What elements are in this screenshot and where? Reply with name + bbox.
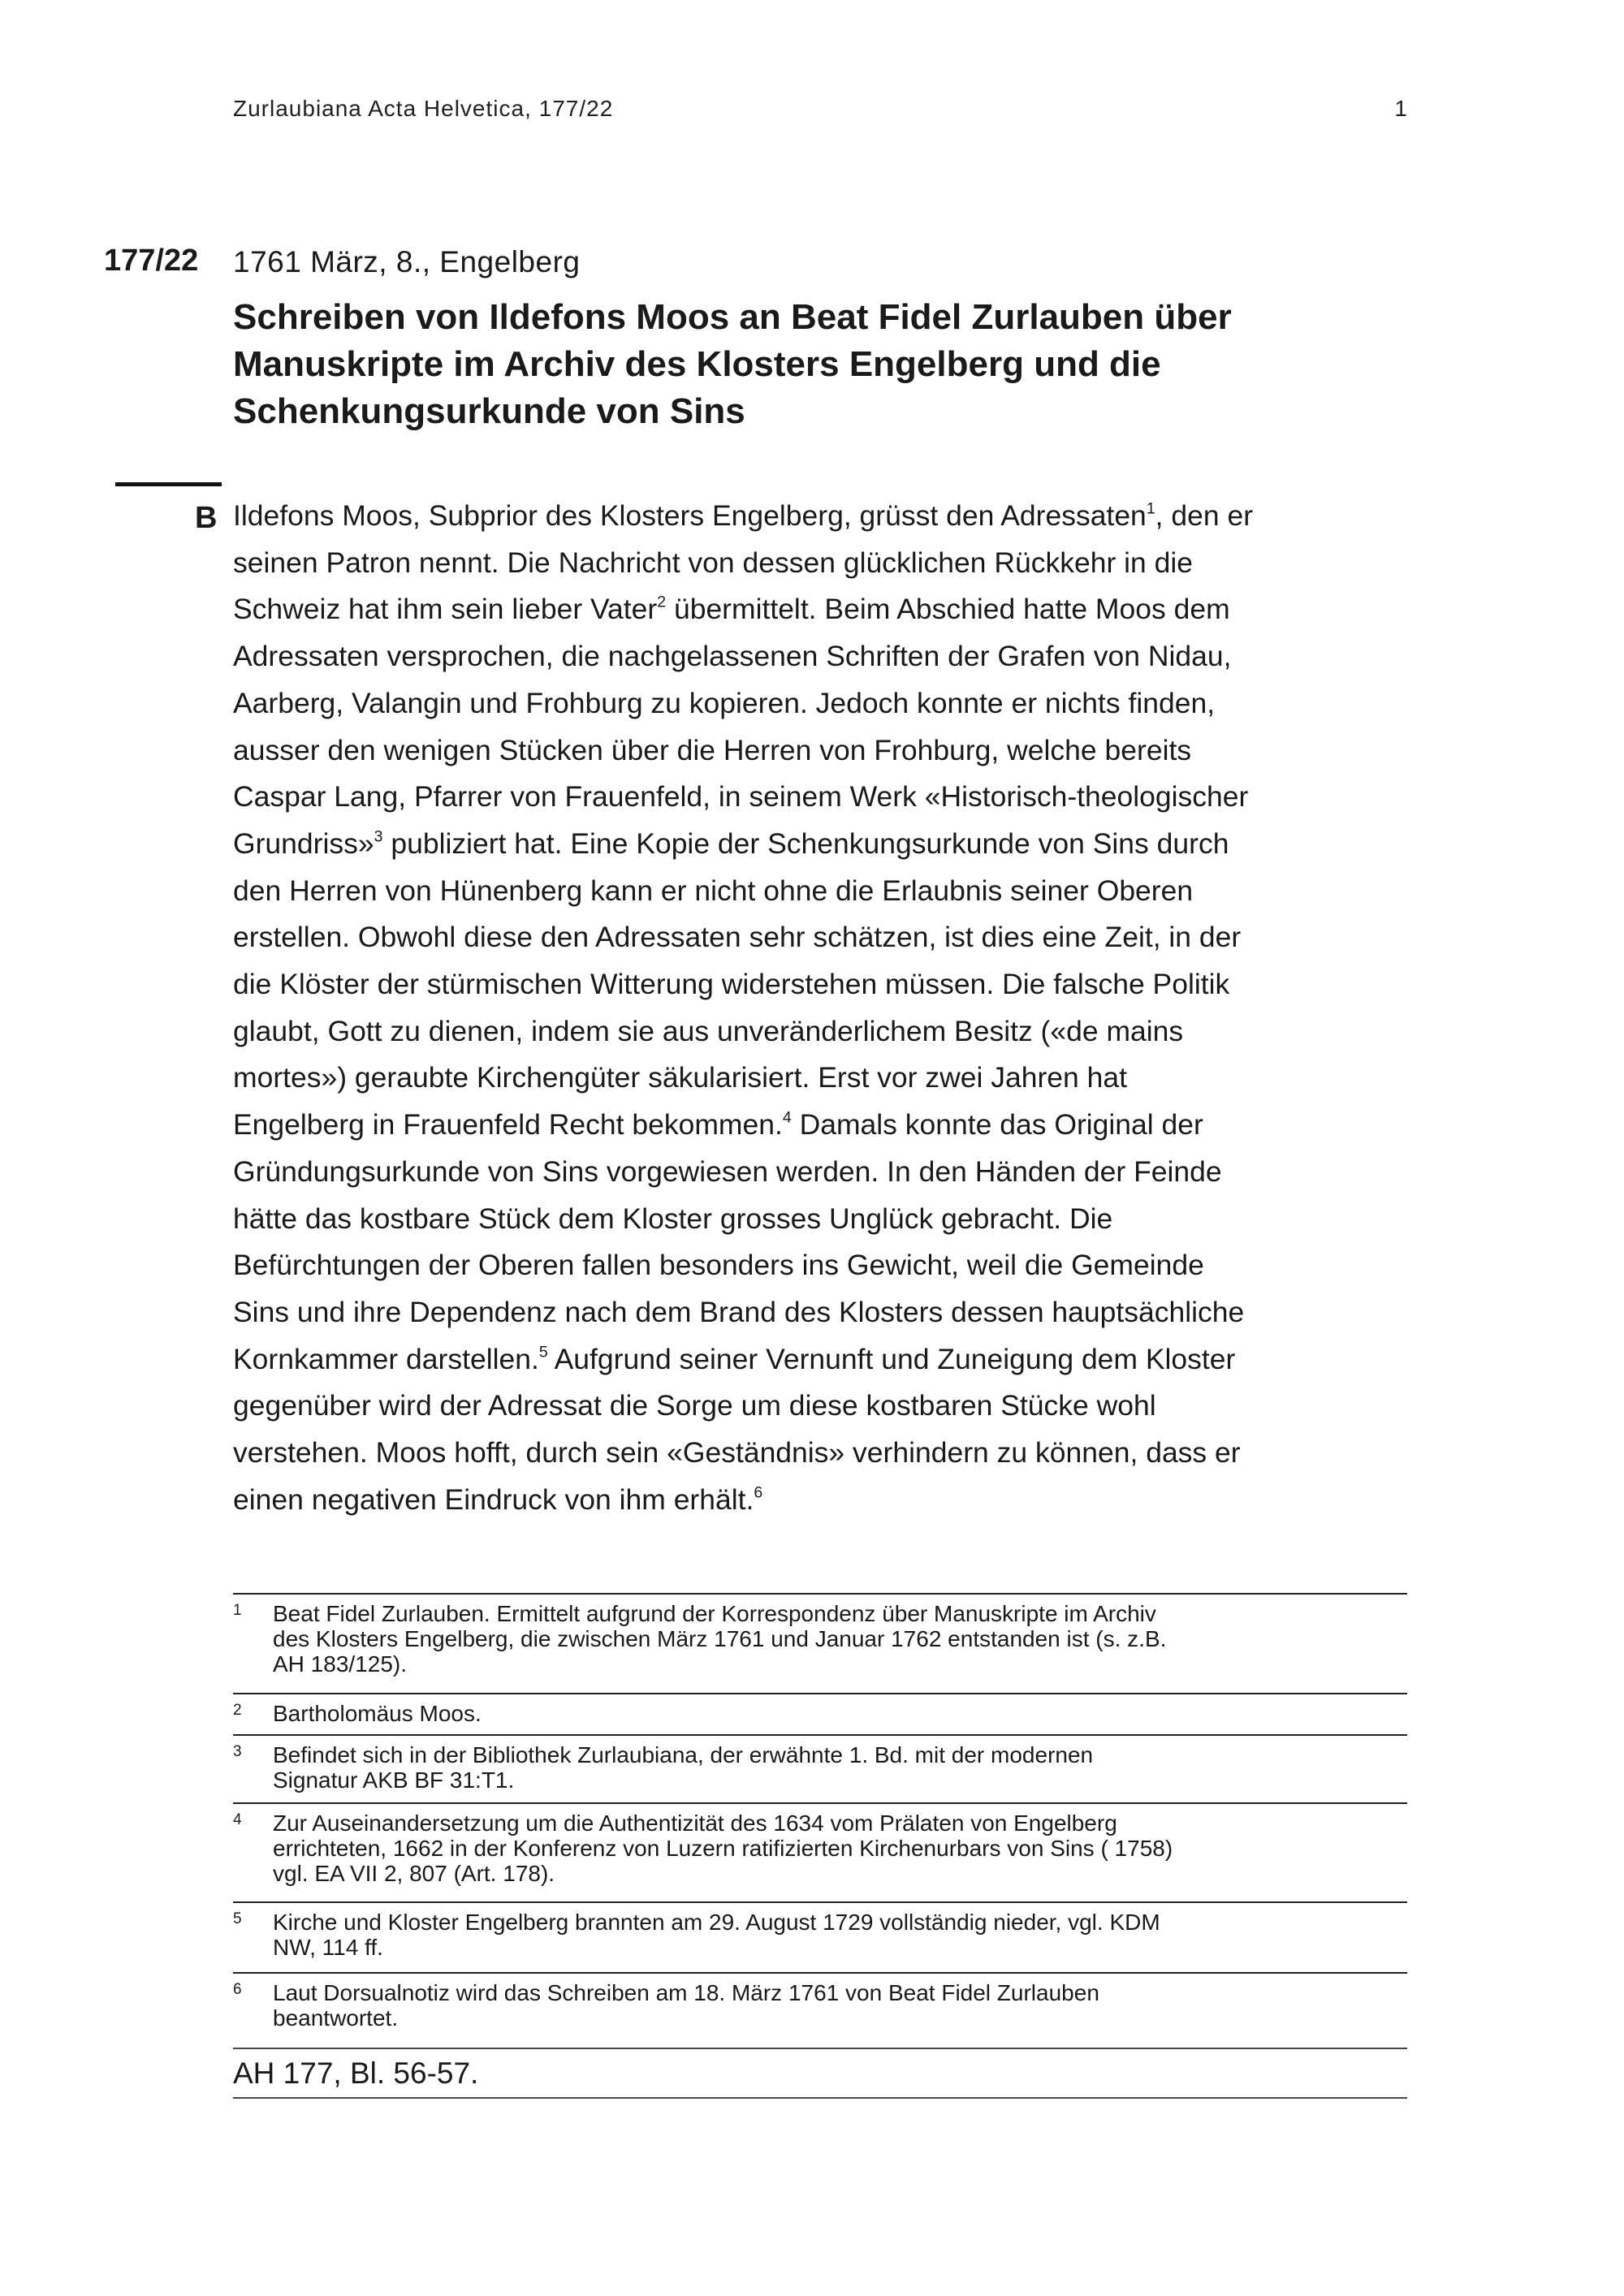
footnote-number: 4: [233, 1811, 242, 1828]
body-text-segment: verstehen. Moos hofft, durch sein «Geständnis» verhindern zu können, dass er: [233, 1436, 1241, 1470]
footnote-text: [273, 1694, 1407, 1726]
body-line: [233, 633, 1410, 680]
body-line: [233, 586, 1410, 633]
footnote-text: [273, 1736, 1407, 1793]
footnote-line: Bartholomäus Moos.: [273, 1701, 482, 1726]
body-line: [233, 1055, 1410, 1102]
footnote-line: NW, 114 ff.: [273, 1935, 383, 1960]
footnote: [233, 1802, 1407, 1901]
footnote: [233, 1693, 1407, 1734]
title-line: Schreiben von Ildefons Moos an Beat Fidel Zurlauben über: [233, 297, 1232, 337]
body-text-segment: glaubt, Gott zu dienen, indem sie aus unveränderlichem Besitz («de mains: [233, 1014, 1184, 1047]
body-text-segment: Adressaten versprochen, die nachgelassenen Schriften der Grafen von Nidau,: [233, 640, 1232, 673]
footnote-line: Zur Auseinandersetzung um die Authentizität des 1634 vom Prälaten von Engelberg: [273, 1810, 1117, 1836]
body-line: [233, 1149, 1410, 1196]
running-header: Zurlaubiana Acta Helvetica, 177/22: [233, 96, 614, 121]
body-text-segment: Gründungsurkunde von Sins vorgewiesen werden. In den Händen der Feinde: [233, 1154, 1222, 1188]
page-number: 1: [1394, 96, 1407, 121]
footnote-reference[interactable]: 3: [374, 827, 383, 846]
footnote-number: 1: [233, 1602, 242, 1619]
body-text-segment: Aufgrund seiner Vernunft und Zuneigung dem Kloster: [547, 1342, 1236, 1375]
footnote-reference[interactable]: 1: [1146, 499, 1155, 518]
body-text-segment: ausser den wenigen Stücken über die Herren von Frohburg, welche bereits: [233, 733, 1192, 766]
body-text-segment: die Klöster der stürmischen Witterung widerstehen müssen. Die falsche Politik: [233, 968, 1230, 1001]
footnote-line: Signatur AKB BF 31:T1.: [273, 1767, 515, 1793]
footnote-number: 6: [233, 1981, 242, 1998]
body-line: [233, 1383, 1410, 1430]
body-line: [233, 493, 1410, 540]
body-text-segment: Ildefons Moos, Subprior des Klosters Engelberg, grüsst den Adressaten: [233, 499, 1147, 532]
footnote-number: 3: [233, 1743, 242, 1760]
body-line: [233, 1196, 1410, 1243]
footnote-line: Befindet sich in der Bibliothek Zurlaubiana, der erwähnte 1. Bd. mit der modernen: [273, 1742, 1094, 1767]
body-line: [233, 868, 1410, 915]
body-text-segment: den Herren von Hünenberg kann er nicht ohne die Erlaubnis seiner Oberen: [233, 874, 1194, 907]
body-line: [233, 914, 1410, 961]
body-text-segment: übermittelt. Beim Abschied hatte Moos dem: [666, 593, 1230, 626]
body-text-segment: Grundriss»: [233, 826, 374, 860]
footnote-reference[interactable]: 4: [782, 1108, 792, 1127]
body-text-segment: Engelberg in Frauenfeld Recht bekommen.: [233, 1108, 783, 1142]
body-text-segment: Caspar Lang, Pfarrer von Frauenfeld, in seinem Werk «Historisch-theologischer: [233, 780, 1249, 814]
body-text-segment: Kornkammer darstellen.: [233, 1342, 539, 1375]
document-title: [233, 294, 1410, 435]
body-line: [233, 727, 1410, 775]
document-number: 177/22: [104, 244, 199, 278]
body-text-segment: mortes») geraubte Kirchengüter säkularisiert. Erst vor zwei Jahren hat: [233, 1061, 1127, 1094]
footnote-number: 5: [233, 1910, 242, 1927]
body-line: [233, 1242, 1410, 1289]
footnote-reference[interactable]: 5: [538, 1343, 548, 1362]
body-text-segment: Schweiz hat ihm sein lieber Vater: [233, 593, 658, 626]
body-text-segment: gegenüber wird der Adressat die Sorge um diese kostbaren Stücke wohl: [233, 1389, 1156, 1422]
footnote-line: errichteten, 1662 in der Konferenz von Luzern ratifizierten Kirchenurbars von Sins ( 1758): [273, 1836, 1173, 1861]
footnote-reference[interactable]: 6: [754, 1483, 763, 1502]
body-line: [233, 1289, 1410, 1336]
body-line: [233, 1336, 1410, 1383]
footnote: [233, 1734, 1407, 1802]
footnote-line: vgl. EA VII 2, 807 (Art. 178).: [273, 1861, 555, 1886]
body-text-segment: hätte das kostbare Stück dem Kloster grosses Unglück gebracht. Die: [233, 1202, 1113, 1235]
footnote: [233, 1972, 1407, 2048]
body-text-segment: Damals konnte das Original der: [791, 1108, 1203, 1142]
footnote-text: [273, 1974, 1407, 2031]
body-text-segment: Befürchtungen der Oberen fallen besonders ins Gewicht, weil die Gemeinde: [233, 1249, 1204, 1282]
body-line: [233, 1102, 1410, 1149]
footnote-text: [273, 1804, 1407, 1886]
body-text-segment: Sins und ihre Dependenz nach dem Brand des Klosters dessen hauptsächliche: [233, 1295, 1245, 1328]
body-text-segment: erstellen. Obwohl diese den Adressaten sehr schätzen, ist dies eine Zeit, in der: [233, 921, 1242, 954]
footnote-line: AH 183/125).: [273, 1651, 407, 1677]
letter-summary: [233, 493, 1410, 1523]
body-line: [233, 680, 1410, 727]
body-text-segment: , den er: [1155, 499, 1254, 532]
footnote-line: Laut Dorsualnotiz wird das Schreiben am 18. März 1761 von Beat Fidel Zurlauben: [273, 1980, 1099, 2005]
body-line: [233, 540, 1410, 587]
body-line: [233, 1477, 1410, 1524]
footnote: [233, 1593, 1407, 1693]
body-text-segment: publiziert hat. Eine Kopie der Schenkungsurkunde von Sins durch: [382, 826, 1229, 860]
body-line: [233, 821, 1410, 868]
title-line: Schenkungsurkunde von Sins: [233, 391, 745, 431]
footnote-line: Beat Fidel Zurlauben. Ermittelt aufgrund der Korrespondenz über Manuskripte im Archiv: [273, 1601, 1156, 1626]
footnote-number: 2: [233, 1702, 242, 1719]
body-text-segment: einen negativen Eindruck von ihm erhält.: [233, 1482, 754, 1516]
footnote-reference[interactable]: 2: [657, 593, 667, 611]
footnote-line: des Klosters Engelberg, die zwischen März 1761 und Januar 1762 entstanden ist (s. z.B.: [273, 1626, 1167, 1651]
body-text-segment: Aarberg, Valangin und Frohburg zu kopieren. Jedoch konnte er nichts finden,: [233, 686, 1216, 719]
section-divider: [115, 482, 222, 486]
body-line: [233, 1008, 1410, 1055]
footnote: [233, 1901, 1407, 1972]
title-line: Manuskripte im Archiv des Klosters Engelberg und die: [233, 344, 1161, 384]
letter-type-marker: B: [195, 501, 218, 535]
body-line: [233, 774, 1410, 821]
footnote-text: [273, 1595, 1407, 1677]
footnotes: [233, 1593, 1407, 2048]
body-text-segment: seinen Patron nennt. Die Nachricht von dessen glücklichen Rückkehr in die: [233, 546, 1194, 579]
footnote-line: Kirche und Kloster Engelberg brannten am 29. August 1729 vollständig nieder, vgl. KDM: [273, 1910, 1160, 1935]
body-line: [233, 1430, 1410, 1477]
document-date-place: 1761 März, 8., Engelberg: [233, 245, 581, 278]
footnote-line: beantwortet.: [273, 2005, 399, 2031]
archival-source: AH 177, Bl. 56-57.: [233, 2048, 1407, 2099]
body-line: [233, 961, 1410, 1008]
footnote-text: [273, 1903, 1407, 1960]
